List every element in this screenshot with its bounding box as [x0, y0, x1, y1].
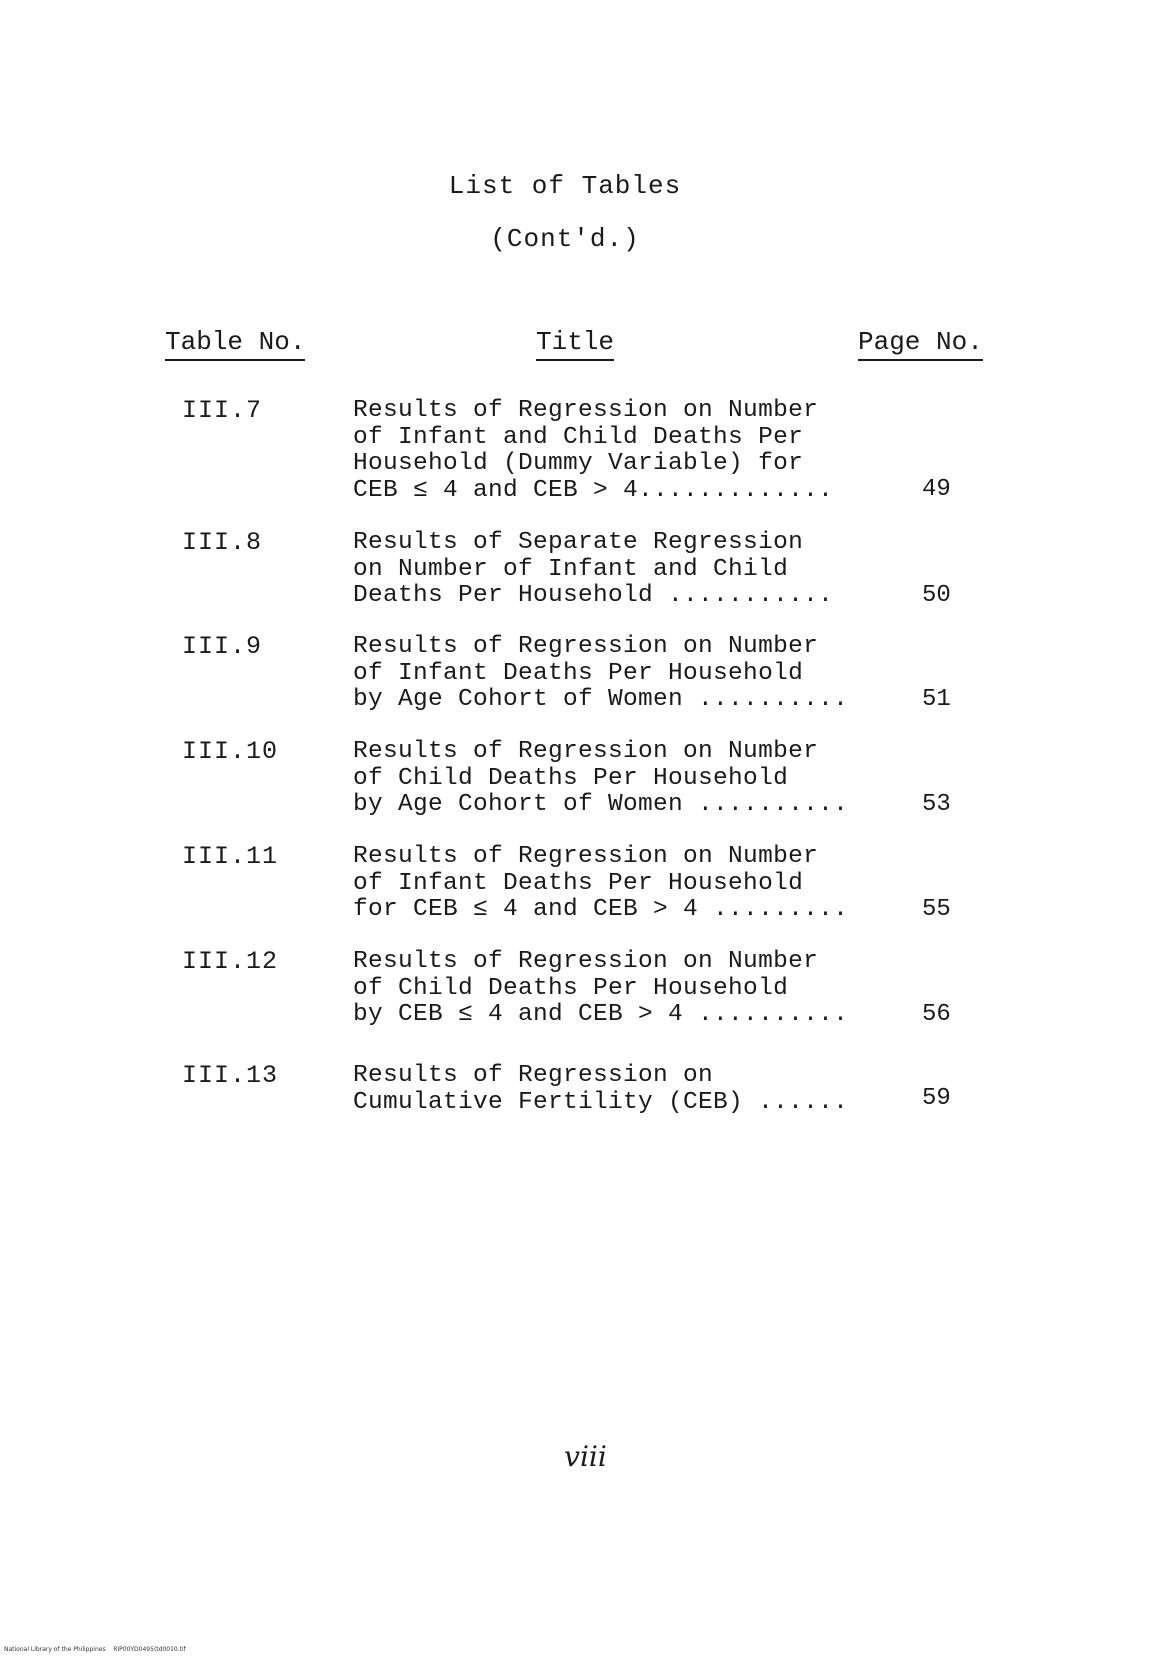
archive-footer: National Library of the Philippines RIP00YD0495(td0010.tif: [4, 1646, 186, 1653]
table-title-line: of Child Deaths Per Household: [353, 974, 789, 1002]
table-title: [353, 1063, 873, 1116]
table-title: [353, 398, 873, 504]
table-title-line: Results of Separate Regression: [353, 529, 804, 556]
table-title: [353, 530, 873, 610]
table-title-line: Results of Regression on Number: [353, 738, 819, 765]
table-page-number: 51: [922, 686, 951, 713]
table-title-line: Results of Regression on Number: [353, 397, 819, 424]
table-number: III.9: [182, 632, 263, 661]
column-header-table-no: Table No.: [165, 327, 305, 361]
table-page-number: 50: [922, 582, 951, 609]
column-header-page-no: Page No.: [858, 327, 983, 361]
table-title: [353, 634, 873, 714]
table-title-line: by CEB ≤ 4 and CEB > 4 ..........: [353, 1001, 849, 1028]
table-title-line: by Age Cohort of Women ..........: [353, 686, 849, 713]
table-title-line: Results of Regression on Number: [353, 948, 819, 975]
table-title-line: Results of Regression on: [353, 1062, 714, 1089]
table-number: III.7: [182, 396, 263, 425]
table-page-number: 59: [922, 1085, 951, 1112]
column-header-title: Title: [536, 327, 614, 361]
table-title: [353, 844, 873, 924]
table-title-line: Results of Regression on Number: [353, 843, 819, 870]
table-title: [353, 949, 873, 1029]
table-page-number: 49: [922, 476, 951, 503]
table-title-line: of Child Deaths Per Household: [353, 764, 789, 792]
table-number: III.10: [182, 737, 279, 766]
continued-subtitle: (Cont'd.): [490, 224, 640, 254]
table-title-line: Cumulative Fertility (CEB) ......: [353, 1088, 849, 1116]
table-title-line: on Number of Infant and Child: [353, 555, 789, 583]
table-title-line: of Infant and Child Deaths Per: [353, 423, 804, 451]
table-title-line: of Infant Deaths Per Household: [353, 869, 804, 897]
table-title-line: of Infant Deaths Per Household: [353, 659, 804, 687]
table-title-line: Household (Dummy Variable) for: [353, 450, 804, 477]
roman-page-number: viii: [564, 1440, 607, 1473]
table-title-line: Results of Regression on Number: [353, 633, 819, 660]
table-number: III.8: [182, 528, 263, 557]
table-title-line: Deaths Per Household ...........: [353, 582, 834, 609]
table-title-line: by Age Cohort of Women ..........: [353, 791, 849, 818]
table-number: III.11: [182, 842, 279, 871]
table-title-line: for CEB ≤ 4 and CEB > 4 .........: [353, 896, 849, 923]
table-title: [353, 739, 873, 819]
table-page-number: 56: [922, 1001, 951, 1028]
list-title: List of Tables: [448, 171, 682, 201]
table-page-number: 55: [922, 896, 951, 923]
table-number: III.12: [182, 947, 279, 976]
table-title-line: CEB ≤ 4 and CEB > 4.............: [353, 476, 834, 504]
table-number: III.13: [182, 1061, 279, 1090]
table-page-number: 53: [922, 791, 951, 818]
